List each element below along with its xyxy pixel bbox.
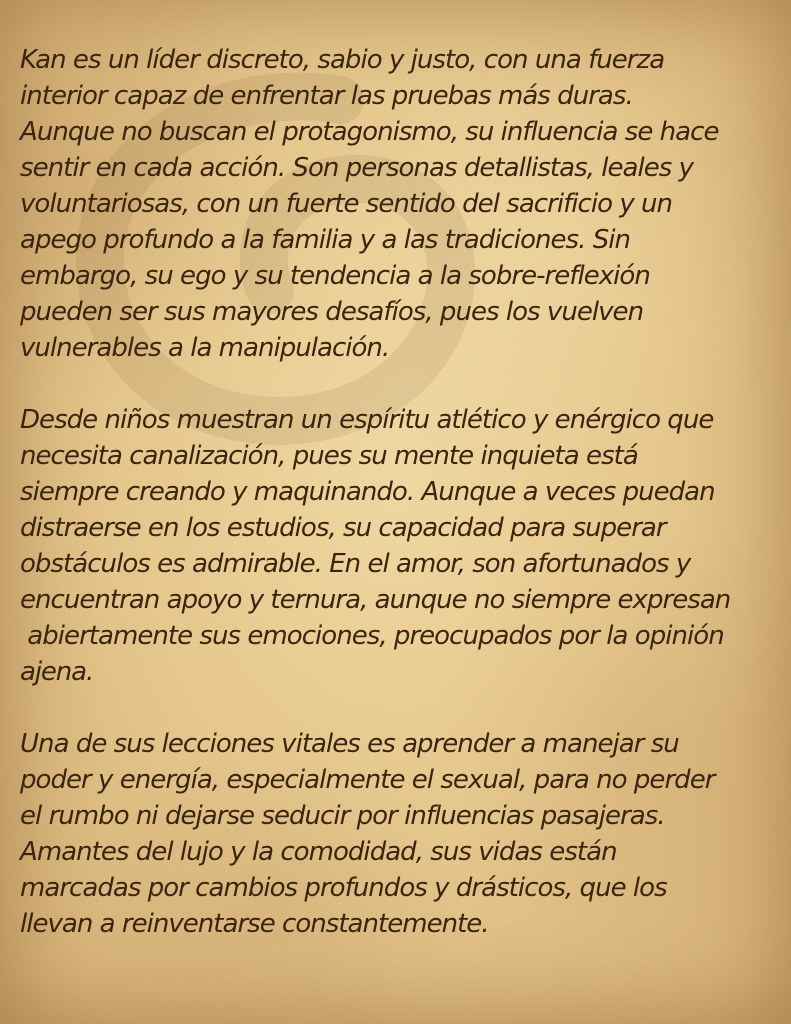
text-line: voluntariosas, con un fuerte sentido del sacrificio y un (20, 189, 673, 219)
text-line: marcadas por cambios profundos y drásticos, que los (20, 873, 667, 903)
text-line: siempre creando y maquinando. Aunque a veces puedan (20, 477, 715, 507)
text-line: apego profundo a la familia y a las tradiciones. Sin (20, 225, 630, 255)
text-line: obstáculos es admirable. En el amor, son afortunados y (20, 549, 691, 579)
text-line: el rumbo ni dejarse seducir por influencias pasajeras. (20, 801, 665, 831)
text-line: llevan a reinventarse constantemente. (20, 909, 489, 939)
text-line: sentir en cada acción. Son personas detallistas, leales y (20, 153, 694, 183)
text-line: ajena. (20, 657, 94, 687)
text-line: Una de sus lecciones vitales es aprender a manejar su (20, 729, 679, 759)
text-line: abiertamente sus emociones, preocupados por la opinión (20, 621, 724, 651)
text-line: encuentran apoyo y ternura, aunque no siempre expresan (20, 585, 731, 615)
text-line: vulnerables a la manipulación. (20, 333, 390, 363)
text-line: distraerse en los estudios, su capacidad para superar (20, 513, 666, 543)
text-line: interior capaz de enfrentar las pruebas más duras. (20, 81, 633, 111)
text-line: pueden ser sus mayores desafíos, pues los vuelven (20, 297, 644, 327)
text-line: necesita canalización, pues su mente inquieta está (20, 441, 638, 471)
text-line: poder y energía, especialmente el sexual, para no perder (20, 765, 715, 795)
text-line: Desde niños muestran un espíritu atlético y enérgico que (20, 405, 714, 435)
paragraph-1 (20, 42, 786, 366)
paragraph-3 (20, 726, 786, 942)
paragraph-2 (20, 402, 786, 690)
document-body (20, 42, 786, 978)
text-line: Kan es un líder discreto, sabio y justo, con una fuerza (20, 45, 665, 75)
text-line: embargo, su ego y su tendencia a la sobre-reflexión (20, 261, 650, 291)
text-line: Amantes del lujo y la comodidad, sus vidas están (20, 837, 617, 867)
text-line: Aunque no buscan el protagonismo, su influencia se hace (20, 117, 719, 147)
